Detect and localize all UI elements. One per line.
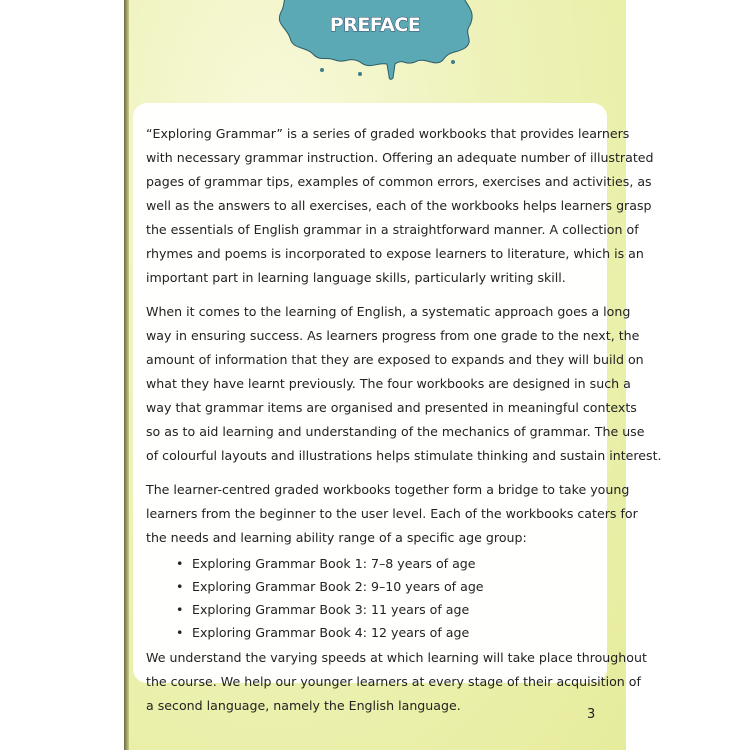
list-item — [146, 552, 608, 575]
list-item-label: Exploring Grammar Book 3: 11 years of age — [192, 602, 470, 617]
book-list — [146, 552, 608, 644]
text-line: way that grammar items are organised and presented in meaningful contexts — [146, 400, 637, 415]
text-line: the essentials of English grammar in a straightforward manner. A collection of — [146, 222, 639, 237]
bullet-icon: • — [176, 579, 184, 594]
list-item — [146, 598, 608, 621]
text-line: When it comes to the learning of English, a systematic approach goes a long — [146, 304, 631, 319]
list-item — [146, 621, 608, 644]
bullet-icon: • — [176, 556, 184, 571]
paragraph — [146, 300, 662, 468]
text-line: a second language, namely the English language. — [146, 698, 461, 713]
list-item-label: Exploring Grammar Book 4: 12 years of age — [192, 625, 470, 640]
text-line: “Exploring Grammar” is a series of graded workbooks that provides learners — [146, 126, 630, 141]
text-line: well as the answers to all exercises, each of the workbooks helps learners grasp — [146, 198, 652, 213]
bullet-icon: • — [176, 602, 184, 617]
closing-paragraph — [146, 646, 647, 718]
text-line: the course. We help our younger learners at every stage of their acquisition of — [146, 674, 641, 689]
page-title: PREFACE — [329, 14, 421, 36]
list-item — [146, 575, 608, 598]
page-spine — [124, 0, 129, 750]
text-line: what they have learnt previously. The four workbooks are designed in such a — [146, 376, 631, 391]
text-line: amount of information that they are exposed to expands and they will build on — [146, 352, 644, 367]
text-line: rhymes and poems is incorporated to expose learners to literature, which is an — [146, 246, 644, 261]
text-line: of colourful layouts and illustrations helps stimulate thinking and sustain interest. — [146, 448, 662, 463]
text-line: We understand the varying speeds at which learning will take place throughout — [146, 650, 647, 665]
text-line: learners from the beginner to the user level. Each of the workbooks caters for — [146, 506, 638, 521]
page-number: 3 — [587, 707, 596, 722]
preface-text — [146, 122, 662, 728]
paragraph — [146, 122, 654, 290]
paint-splat-banner — [265, 0, 485, 80]
bullet-icon: • — [176, 625, 184, 640]
text-line: important part in learning language skills, particularly writing skill. — [146, 270, 566, 285]
list-item-label: Exploring Grammar Book 1: 7–8 years of age — [192, 556, 476, 571]
text-line: pages of grammar tips, examples of common errors, exercises and activities, as — [146, 174, 652, 189]
text-line: the needs and learning ability range of a specific age group: — [146, 530, 527, 545]
list-item-label: Exploring Grammar Book 2: 9–10 years of age — [192, 579, 484, 594]
text-line: The learner-centred graded workbooks together form a bridge to take young — [146, 482, 630, 497]
paragraph — [146, 478, 638, 550]
text-line: way in ensuring success. As learners progress from one grade to the next, the — [146, 328, 640, 343]
text-line: so as to aid learning and understanding of the mechanics of grammar. The use — [146, 424, 645, 439]
text-line: with necessary grammar instruction. Offering an adequate number of illustrated — [146, 150, 654, 165]
